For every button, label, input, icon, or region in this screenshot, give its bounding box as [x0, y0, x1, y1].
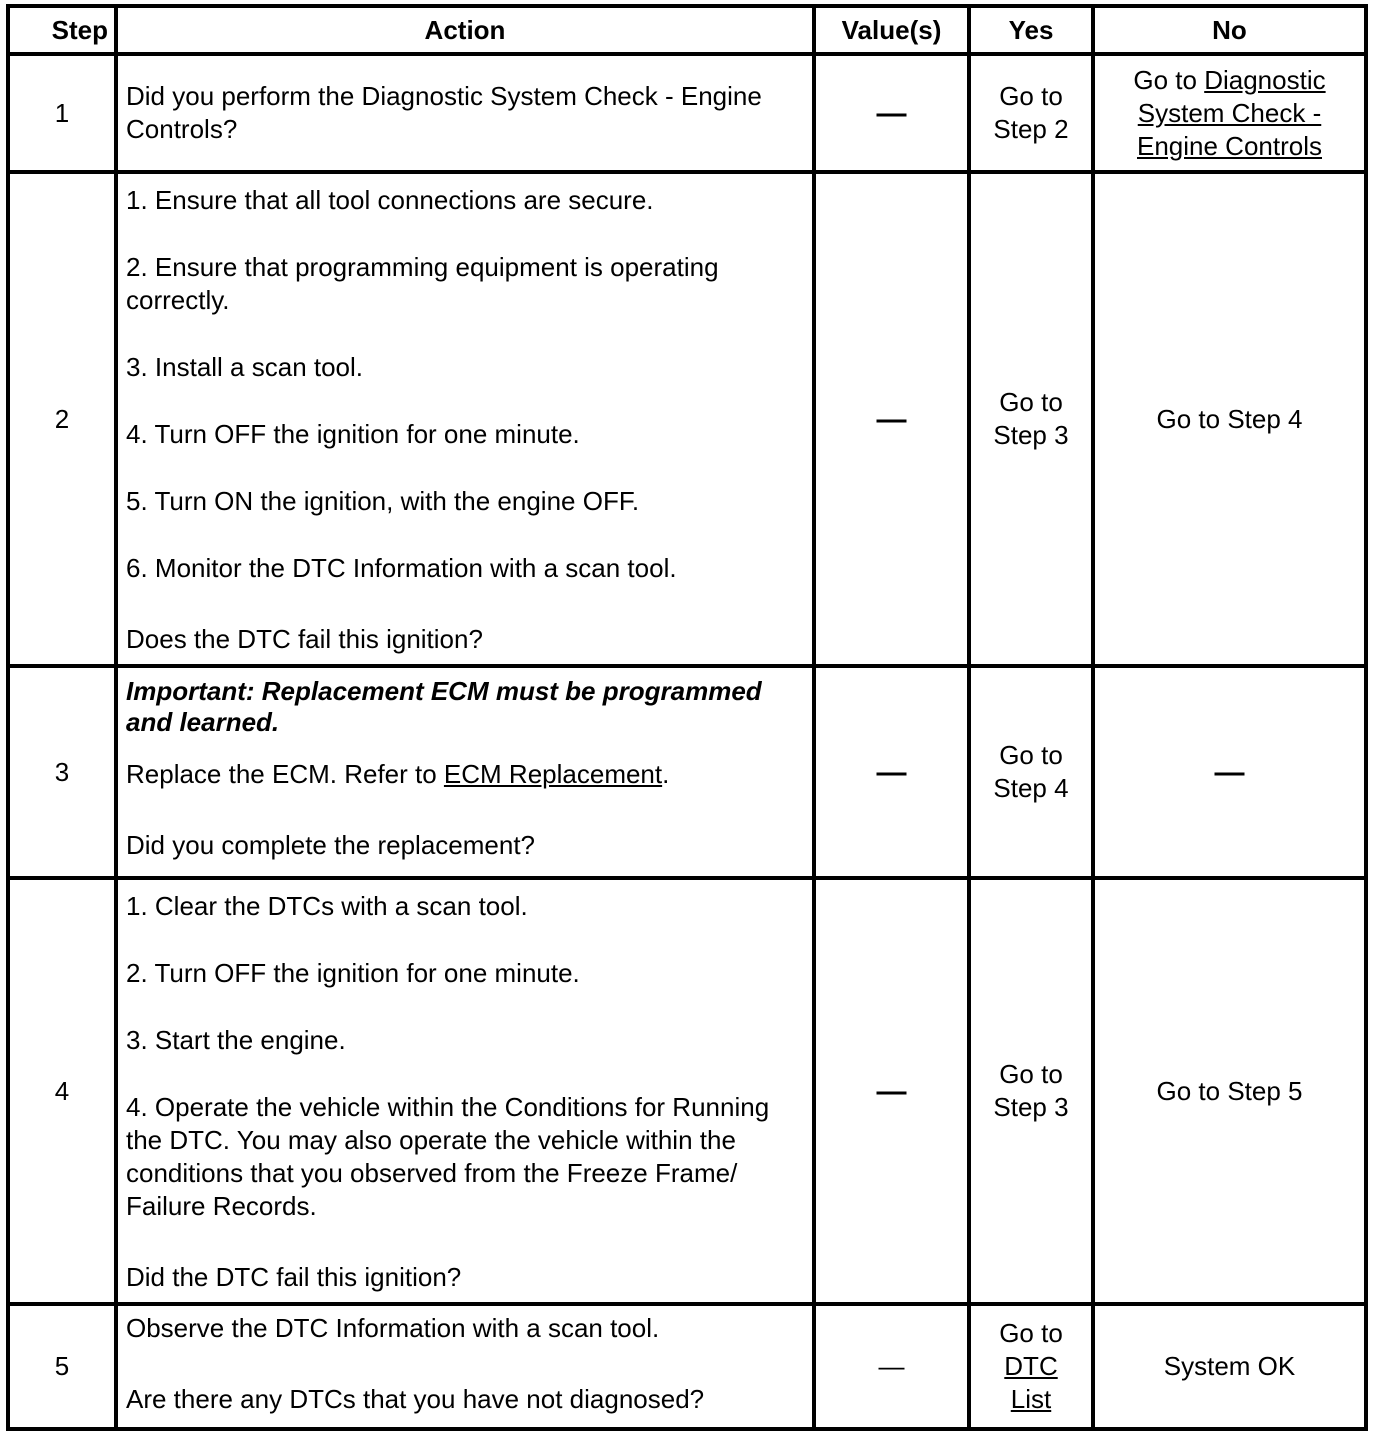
yes-line: Go to — [999, 1059, 1063, 1089]
header-row — [8, 6, 1366, 54]
action-question: Does the DTC fail this ignition? — [126, 624, 483, 654]
action-cell — [116, 54, 814, 172]
action-step: 4. Operate the vehicle within the Conditions for Running the DTC. You may also operate the vehicle within the conditions that you observed from the Freeze Frame/ Failure Records. — [126, 1092, 770, 1221]
yes-line: Go to — [999, 1318, 1063, 1348]
yes-line: Step 3 — [993, 420, 1069, 450]
header-no: No — [1093, 6, 1366, 54]
yes-line: Go to — [999, 387, 1063, 417]
value-cell: — — [814, 878, 969, 1304]
important-note: Important: Replacement ECM must be programmed and learned. — [126, 676, 762, 737]
table-row — [8, 1304, 1366, 1429]
no-cell: — — [1093, 666, 1366, 878]
dtc-list-link[interactable]: List — [1010, 1384, 1052, 1414]
diagnostic-system-check-link[interactable]: Engine Controls — [1137, 130, 1322, 161]
action-question: Are there any DTCs that you have not diagnosed? — [126, 1384, 705, 1414]
no-cell: Go to Step 5 — [1093, 878, 1366, 1304]
step-number: 5 — [8, 1304, 116, 1429]
value-cell: — — [814, 172, 969, 666]
action-step: 6. Monitor the DTC Information with a scan tool. — [126, 553, 677, 583]
header-yes: Yes — [969, 6, 1093, 54]
no-cell — [1093, 54, 1366, 172]
action-step: Observe the DTC Information with a scan tool. — [126, 1313, 660, 1343]
action-step: 3. Start the engine. — [126, 1025, 346, 1055]
action-step: 1. Clear the DTCs with a scan tool. — [126, 891, 528, 921]
action-cell — [116, 1304, 814, 1429]
action-text: . — [662, 759, 670, 789]
table-row — [8, 172, 1366, 666]
action-step: 1. Ensure that all tool connections are secure. — [126, 185, 654, 215]
no-cell: Go to Step 4 — [1093, 172, 1366, 666]
yes-cell — [969, 54, 1093, 172]
yes-line: Go to — [999, 740, 1063, 770]
table-row — [8, 878, 1366, 1304]
diagnostic-system-check-link[interactable]: Diagnostic — [1204, 64, 1326, 95]
header-values: Value(s) — [814, 6, 969, 54]
value-cell: — — [814, 54, 969, 172]
action-text: Did you perform the Diagnostic System Check - Engine Controls? — [126, 81, 762, 144]
yes-cell — [969, 666, 1093, 878]
action-cell — [116, 666, 814, 878]
yes-cell — [969, 878, 1093, 1304]
yes-line: Step 4 — [993, 773, 1069, 803]
action-text: Replace the ECM. Refer to — [126, 759, 444, 789]
no-prefix: Go to — [1133, 64, 1205, 95]
dtc-list-link[interactable]: DTC — [1004, 1351, 1058, 1381]
table-row — [8, 666, 1366, 878]
value-cell: — — [814, 1304, 969, 1429]
yes-line: Go to — [999, 81, 1063, 111]
action-question: Did you complete the replacement? — [126, 830, 536, 860]
yes-cell — [969, 172, 1093, 666]
no-cell: System OK — [1093, 1304, 1366, 1429]
yes-cell — [969, 1304, 1093, 1429]
step-number: 1 — [8, 54, 116, 172]
yes-line: Step 2 — [993, 114, 1069, 144]
table-row — [8, 54, 1366, 172]
action-question: Did the DTC fail this ignition? — [126, 1262, 462, 1292]
action-cell — [116, 878, 814, 1304]
diagnostic-system-check-link[interactable]: System Check - — [1137, 97, 1322, 128]
diagnostic-table — [6, 4, 1368, 1431]
value-cell: — — [814, 666, 969, 878]
step-number: 3 — [8, 666, 116, 878]
action-step: 3. Install a scan tool. — [126, 352, 364, 382]
action-step: 2. Ensure that programming equipment is operating correctly. — [126, 252, 719, 315]
action-step: 2. Turn OFF the ignition for one minute. — [126, 958, 580, 988]
ecm-replacement-link[interactable]: ECM Replacement — [443, 759, 663, 789]
step-number: 2 — [8, 172, 116, 666]
action-step: 5. Turn ON the ignition, with the engine OFF. — [126, 486, 640, 516]
yes-line: Step 3 — [993, 1092, 1069, 1122]
header-step: Step — [8, 6, 116, 54]
action-step: 4. Turn OFF the ignition for one minute. — [126, 419, 580, 449]
header-action: Action — [116, 6, 814, 54]
action-cell — [116, 172, 814, 666]
step-number: 4 — [8, 878, 116, 1304]
